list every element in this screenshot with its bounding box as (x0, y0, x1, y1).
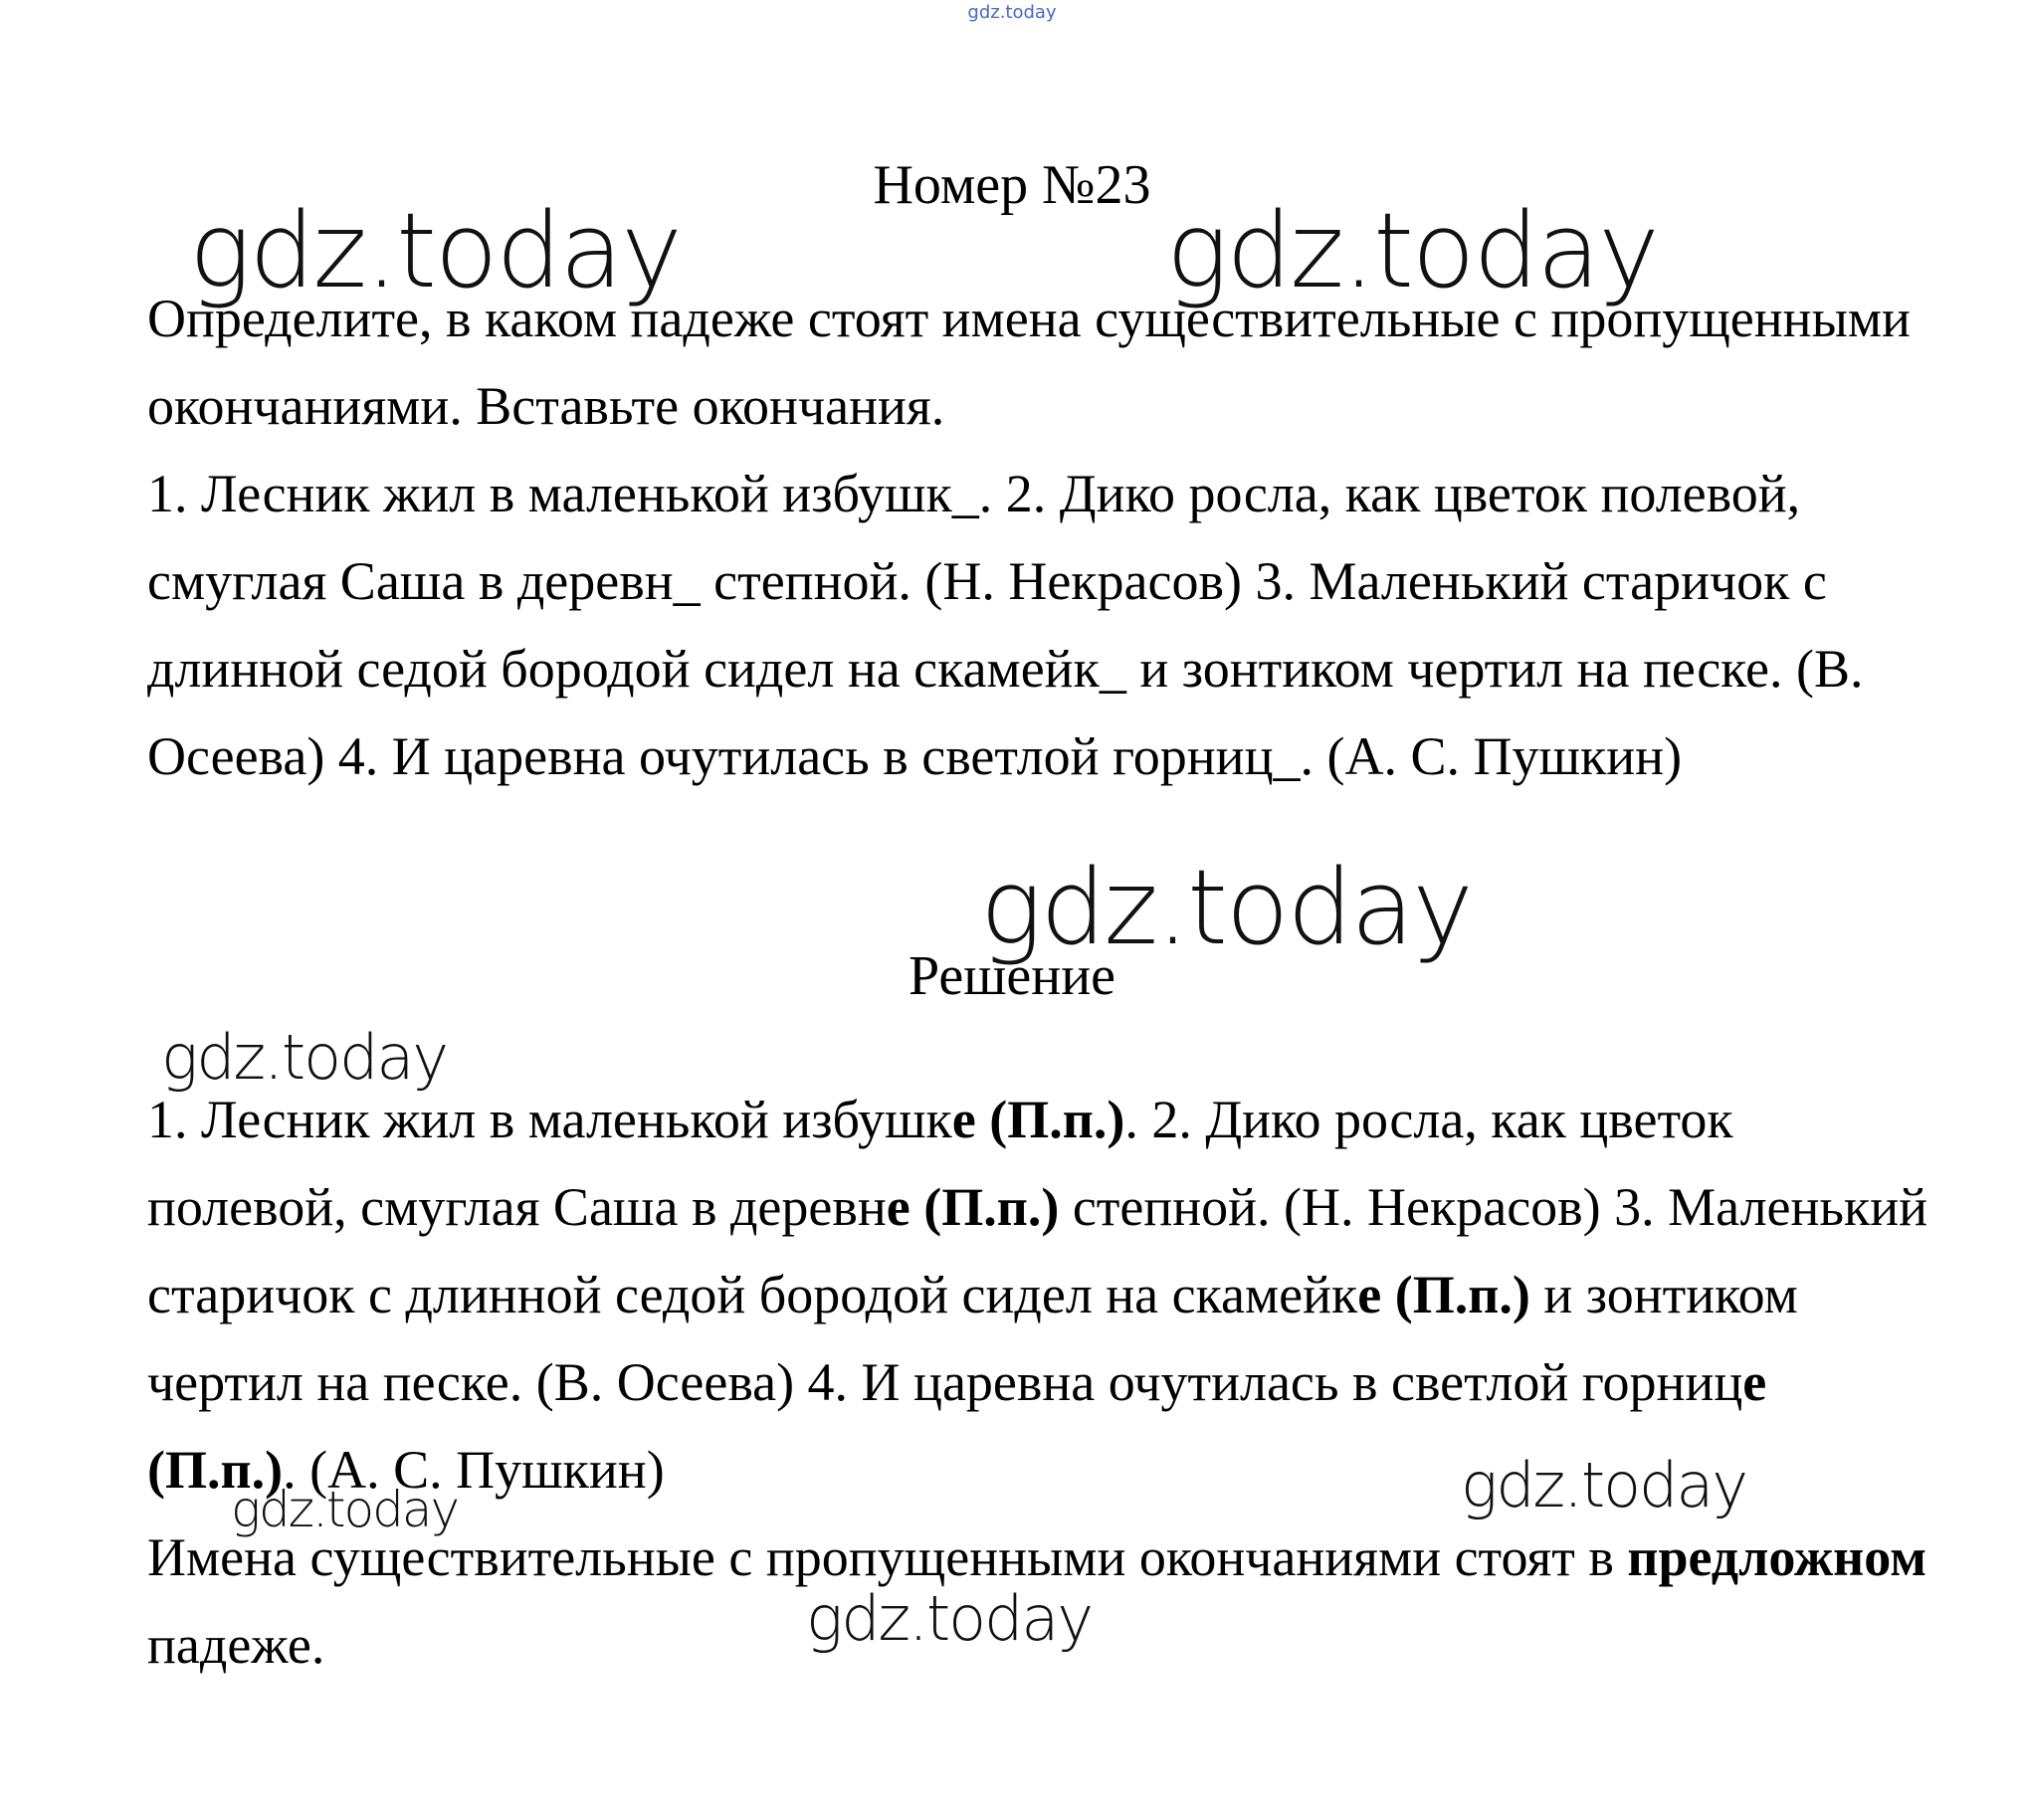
watermark: gdz.today (189, 190, 681, 311)
watermark: gdz.today (231, 1481, 459, 1538)
task-sentences: 1. Лесник жил в маленькой избушк_. 2. Дико росла, как цветок полевой, смуглая Саша в деревн_ степной. (Н. Некрасов) 3. Маленький старичок с длинной седой бородой сидел на скамейк_ и зонтиком чертил на песке. (В. Осеева) 4. И царевна очутилась в светлой горниц_. (А. С. Пушкин) (147, 464, 1864, 786)
watermark: gdz.today (806, 1582, 1093, 1655)
header-watermark: gdz.today (967, 2, 1057, 23)
watermark: gdz.today (980, 847, 1472, 968)
conclusion-end: падеже. (147, 1615, 325, 1675)
solution-s4: и зонтиком чертил на песке. (В. Осеева) 4. И царевна очутилась в светлой горниц (147, 1265, 1798, 1412)
ending-label: е (П.п.) (886, 1177, 1060, 1237)
solution-text (147, 1076, 1928, 1514)
ending-label: е (П.п.) (147, 1352, 1767, 1500)
conclusion-case: предложном (1627, 1527, 1927, 1587)
page-title: Номер №23 (873, 154, 1151, 216)
solution-s2: . 2. Дико росла, как цветок полевой, смуглая Саша в деревн (147, 1090, 1733, 1237)
watermark: gdz.today (1166, 190, 1658, 311)
watermark: gdz.today (1461, 1449, 1747, 1521)
solution-tail: . (А. С. Пушкин) (283, 1440, 665, 1500)
ending-label: е (П.п.) (951, 1090, 1125, 1149)
ending-label: е (П.п.) (1357, 1265, 1530, 1324)
conclusion-start: Имена существительные с пропущенными окончаниями стоят в (147, 1527, 1628, 1587)
solution-s1: 1. Лесник жил в маленькой избушк (147, 1090, 952, 1149)
solution-s3: степной. (Н. Некрасов) 3. Маленький старичок с длинной седой бородой сидел на скамейк (147, 1177, 1928, 1324)
task-instruction: Определите, в каком падеже стоят имена существительные с пропущенными окончаниями. Вставьте окончания. (147, 289, 1911, 436)
watermark: gdz.today (161, 1021, 448, 1094)
task-text (147, 275, 1928, 800)
solution-heading: Решение (908, 945, 1116, 1007)
